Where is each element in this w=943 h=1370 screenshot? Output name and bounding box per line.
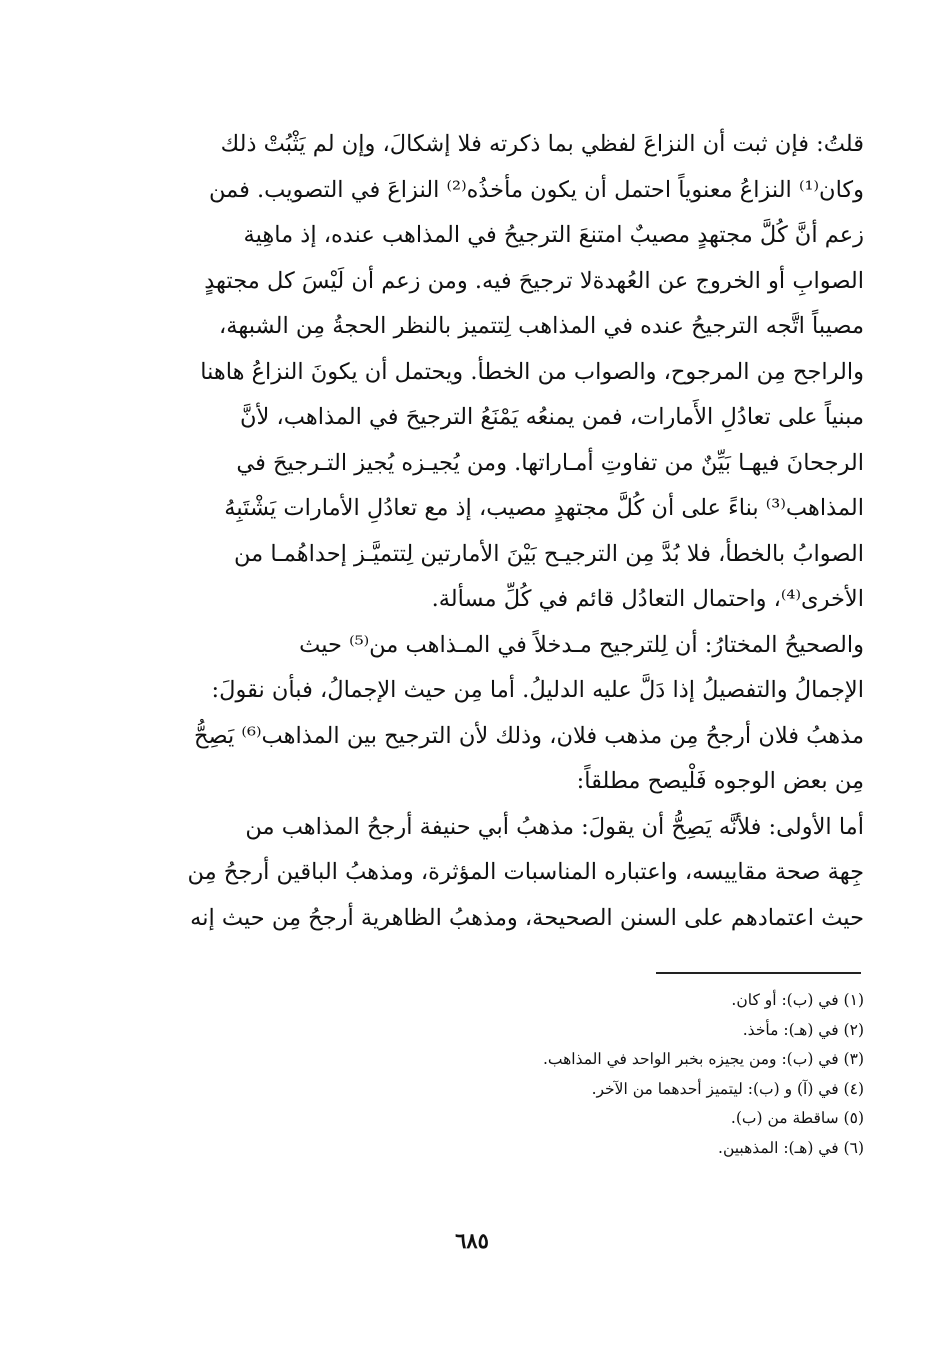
footnote-item: (١) في (ب): أو كان. [731,991,864,1009]
footnote-item: (٥) ساقطة من (ب). [730,1109,864,1127]
footnote-item: (٣) في (ب): ومن يجيزه بخبر الواحد في المذاهب. [542,1050,864,1068]
footnote-item: (٤) في (آ) و (ب): ليتميز أحدهما من الآخر. [591,1079,864,1098]
text-line: زعم أنَّ كُلَّ مجتهدٍ مصيبٌ امتنعَ الترجيحُ في المذاهب عنده، إذ ماهِية [243,222,864,248]
text-line: حيث اعتمادهم على السنن الصحيحة، ومذهبُ الظاهرية أرجحُ مِن حيث إنه [190,904,864,931]
footnote-item: (٢) في (هـ): مأخذ. [742,1020,864,1039]
text-line: وكان⁽¹⁾ النزاعُ معنوياً احتمل أن يكون مأخذُه⁽²⁾ النزاعَ في التصويب. فمن [208,176,864,203]
text-line: المذاهب⁽³⁾ بناءً على أن كُلَّ مجتهدٍ مصيب، إذ مع تعادُلِ الأمارات يَشْتَبِهُ [224,495,864,521]
text-line: والراجح مِن المرجوح، والصواب من الخطأ. ويحتمل أن يكونَ النزاعُ هاهنا [200,358,864,385]
text-line: الصوابِ أو الخروج عن العُهدةلا ترجيحَ فيه. ومن زعم أن لَيْسَ كل مجتهدٍ [204,267,864,294]
text-line: الأخرى⁽⁴⁾، واحتمال التعادُل قائم في كُلِّ مسألة. [431,586,864,612]
text-line: الصوابُ بالخطأ، فلا بُدَّ مِن الترجيـح بَيْنَ الأمارتين لِتتميَّـز إحداهُمـا من [234,540,864,567]
text-line: جِهة صحة مقاييسه، واعتباره المناسبات المؤثرة، ومذهبُ الباقين أرجحُ مِن [187,859,864,885]
text-line: مصيباً اتَّجه الترجيحُ عنده في المذاهب لِتتميز بالنظر الحجةُ مِن الشبهة، [219,313,864,339]
text-line: الرجحانَ فيهـا بَيِّنٌ من تفاوتِ أمـاراتها. ومن يُجيـزه يُجيز التـرجيحَ في [236,449,864,476]
text-line: قلتُ: فإن ثبت أن النزاعَ لفظي بما ذكرته فلا إشكالَ، وإن لم يَثْبُتْ ذلك [220,131,864,157]
text-line: مبنياً على تعادُلِ الأَمارات، فمن يمنعُه يَمْنَعُ الترجيحَ في المذاهب، لأنَّ [239,404,864,430]
text-line: مِن بعض الوجوه فَلْيصح مطلقاً: [576,768,864,794]
main-text-body [148,122,864,941]
text-line: والصحيحُ المختارُ: أن لِلترجيح مـدخلاً في المـذاهب من⁽⁵⁾ حيث [299,631,864,658]
footnote-item: (٦) في (هـ): المذهبين. [718,1138,864,1157]
footnote-divider [656,972,861,974]
text-line: مذهبُ فلان أرجحُ مِن مذهب فلان، وذلك لأن الترجيح بين المذاهب⁽⁶⁾ يَصِحُّ [193,722,864,749]
page-number: ٦٨٥ [455,1228,489,1253]
footnotes-section [420,986,864,1163]
text-line: الإجمالُ والتفصيلُ إذا دَلَّ عليه الدليلُ. أما مِن حيث الإجمالُ، فبأن نقولَ: [211,677,864,703]
text-line: أما الأولى: فلأنَّه يَصِحُّ أن يقولَ: مذهبُ أبي حنيفة أرجحُ المذاهب من [245,813,864,840]
